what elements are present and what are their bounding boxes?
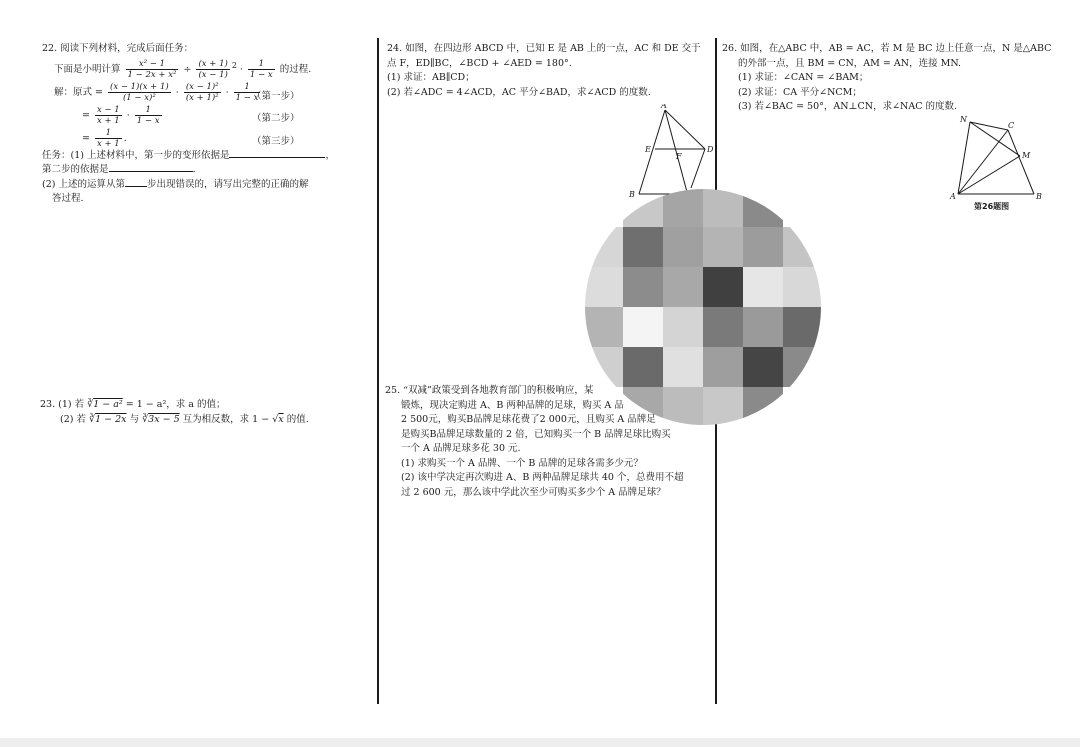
q22-solution-step1: 解：原式 = $\frac{(x - 1)(x + 1)}{\text{(1 − x)²}}$ · $\frac{\text{(x − 1)²}}{\text{(x + 1)²}}$ · $\frac{1}{1 - x}$ （第一步） xyxy=(54,81,300,103)
q22-task1: 任务：(1) 上述材料中，第一步的变形依据是 ， xyxy=(42,149,335,161)
q26-edge-ac xyxy=(958,130,1008,194)
redaction-cell xyxy=(663,187,704,228)
q22-step3-label: （第三步） xyxy=(252,135,300,147)
q25-line-7: (2) 该中学决定再次购进 A、B 两种品牌足球共 40 个，总费用不超 xyxy=(401,472,684,483)
redaction-cell xyxy=(703,347,744,388)
redaction-cell xyxy=(583,227,624,268)
q22-step2-label: （第二步） xyxy=(252,112,300,124)
redaction-cell xyxy=(703,307,744,348)
q26-line-4: (2) 求证：CA 平分∠NCM； xyxy=(738,86,862,98)
q22-s2-frac-a: $\frac{x - 1}{x + 1}$ xyxy=(96,104,120,126)
q24-edge-ab xyxy=(639,110,665,194)
q24-label-e: E xyxy=(645,145,651,154)
q22-blank-2[interactable] xyxy=(109,171,193,172)
redaction-cell xyxy=(743,227,784,268)
q26-label-n: N xyxy=(960,115,967,124)
redaction-cell xyxy=(703,187,744,228)
q26-label-b: B xyxy=(1036,192,1042,201)
q26-line-2: 的外部一点，且 BM = CN，AM = AN，连接 MN. xyxy=(738,57,962,69)
redaction-cell xyxy=(743,307,784,348)
q22-task1b: 第二步的依据是 . xyxy=(42,164,196,176)
q24-line-4: (2) 若∠ADC = 4∠ACD，AC 平分∠BAD，求∠ACD 的度数. xyxy=(387,86,651,98)
redaction-cell xyxy=(623,187,664,228)
redaction-cell xyxy=(783,347,823,388)
question-26 xyxy=(722,42,1051,115)
q25-line-6: (1) 求购买一个 A 品牌、一个 B 品牌的足球各需多少元？ xyxy=(401,457,643,469)
redaction-cell xyxy=(583,347,624,388)
q26-label-m: M xyxy=(1022,151,1031,160)
q24-label-d: D xyxy=(707,145,714,154)
redaction-cell xyxy=(703,267,744,308)
redaction-cell xyxy=(583,307,624,348)
q22-s1-frac-b: $\frac{\text{(x − 1)²}}{\text{(x + 1)²}}$ xyxy=(185,81,219,103)
pixelated-redaction xyxy=(583,187,823,427)
q26-edge-cb xyxy=(1008,130,1034,194)
q23-part2: (2) 若 ∛1 − 2x 与 ∛3x − 5 互为相反数，求 1 − √x 的值. xyxy=(60,413,309,425)
q24-line-2: 点 F，ED∥BC，∠BCD + ∠AED = 180°. xyxy=(387,57,572,69)
redaction-cell xyxy=(623,267,664,308)
q24-edge-ac xyxy=(665,110,687,192)
q22-blank-1[interactable] xyxy=(229,157,325,158)
redaction-cell xyxy=(583,267,624,308)
redaction-cell xyxy=(743,387,784,427)
redaction-cell xyxy=(663,307,704,348)
q22-step1-label: （第一步） xyxy=(252,90,300,102)
q22-s3-frac: $\frac{1}{x + 1}$ xyxy=(96,127,120,149)
redaction-cell xyxy=(743,347,784,388)
q24-label-b: B xyxy=(629,190,635,199)
redaction-cell xyxy=(663,347,704,388)
column-1 xyxy=(42,42,372,442)
q26-line-3: (1) 求证：∠CAN = ∠BAM； xyxy=(738,72,869,83)
page-bottom-strip xyxy=(0,738,1080,747)
redaction-cell xyxy=(623,347,664,388)
question-24 xyxy=(387,42,701,100)
q22-s1-frac-c: $\frac{1}{1 - x}$ xyxy=(235,81,259,103)
q26-figure xyxy=(948,114,1048,204)
q24-edge-dc xyxy=(691,149,705,188)
redaction-cell xyxy=(743,267,784,308)
redaction-cell xyxy=(663,227,704,268)
redaction-cell xyxy=(783,307,823,348)
q22-expression-line: 下面是小明计算 $\frac{\text{x² − 1}}{\text{1 − 2x + x²}}$ ÷ $\frac{(x + 1)}{(x - 1)}$ $^2$ · $\frac{1}{1 - x}$ 的过程. xyxy=(54,58,312,80)
q22-div: ÷ xyxy=(183,63,192,75)
q22-s2-frac-b: $\frac{1}{1 - x}$ xyxy=(136,104,160,126)
q24-line-3: (1) 求证：AB∥CD； xyxy=(387,72,475,83)
q22-fraction-3: $\frac{1}{1 - x}$ xyxy=(249,58,273,80)
redaction-cell xyxy=(783,387,823,427)
q22-s1-frac-a: $\frac{(x - 1)(x + 1)}{\text{(1 − x)²}}$ xyxy=(110,81,169,103)
q24-label-a: A xyxy=(661,104,667,110)
q22-text: 下面是小明计算 xyxy=(54,63,121,75)
q26-line-5: (3) 若∠BAC = 50°，AN⊥CN，求∠NAC 的度数. xyxy=(738,101,958,112)
q25-line-3: 2 500元，购买B品牌足球花费了2 000元，且购买 A 品牌足 xyxy=(401,414,656,425)
redaction-cell xyxy=(743,187,784,228)
q22-intro: 22. 阅读下列材料，完成后面任务： xyxy=(42,43,194,54)
q26-label-c: C xyxy=(1008,121,1015,130)
question-23 xyxy=(40,398,309,427)
redaction-cell xyxy=(663,267,704,308)
question-22 xyxy=(42,42,335,207)
q26-edge-an xyxy=(958,122,970,194)
redaction-cell xyxy=(703,227,744,268)
q24-edge-ad xyxy=(665,110,705,149)
q22-task2: (2) 上述的运算从第 步出现错误的，请写出完整的正确的解 xyxy=(42,178,309,190)
q24-line-1: 24. 如图，在四边形 ABCD 中，已知 E 是 AB 上的一点，AC 和 DE 交于 xyxy=(387,43,701,54)
q26-edge-am xyxy=(958,156,1020,194)
q22-task2c: 答过程. xyxy=(52,193,84,205)
q26-figure-caption: 第26题图 xyxy=(974,202,1010,211)
q25-line-5: 一个 A 品牌足球多花 30 元. xyxy=(401,443,521,454)
q24-label-f: F xyxy=(676,152,682,161)
q22-solution-step3: = $\frac{1}{x + 1}$ . （第三步） xyxy=(82,127,300,149)
q22-fraction-2: $\frac{(x + 1)}{(x - 1)}$ xyxy=(198,58,228,80)
q25-line-2: 锻炼，现决定购进 A、B 两种品牌的足球，购买 A 品 xyxy=(401,399,624,411)
redaction-cell xyxy=(663,387,704,427)
redaction-cell xyxy=(783,267,823,308)
q22-fraction-1: $\frac{\text{x² − 1}}{\text{1 − 2x + x²}}$ xyxy=(127,58,177,80)
redaction-cell xyxy=(623,227,664,268)
redaction-cell xyxy=(783,227,823,268)
redaction-cell xyxy=(623,307,664,348)
q22-text-post: 的过程. xyxy=(279,63,312,75)
redaction-cell xyxy=(583,387,624,427)
q25-line-1: 25. “双减”政策受到各地教育部门的积极响应，某 xyxy=(385,385,594,396)
redaction-cell xyxy=(623,387,664,427)
redaction-cell xyxy=(583,187,624,228)
redaction-cell xyxy=(783,187,823,228)
q23-part1: 23. (1) 若 ∛1 − a² = 1 − a²，求 a 的值； xyxy=(40,399,226,410)
q25-line-4: 是购买B品牌足球数量的 2 倍，已知购买一个 B 品牌足球比购买 xyxy=(401,428,671,440)
q25-line-8: 过 2 600 元，那么该中学此次至少可购买多少个 A 品牌足球？ xyxy=(401,486,666,498)
column-divider-left xyxy=(377,38,379,704)
q22-blank-3[interactable] xyxy=(125,186,147,187)
q26-line-1: 26. 如图，在△ABC 中，AB = AC，若 M 是 BC 边上任意一点，N 是△ABC xyxy=(722,43,1052,54)
q22-solve-label: 解：原式 = xyxy=(54,86,103,98)
q22-solution-step2: = $\frac{x - 1}{x + 1}$ · $\frac{1}{1 - x}$ （第二步） xyxy=(82,104,300,126)
redaction-cell xyxy=(703,387,744,427)
q26-label-a: A xyxy=(950,192,956,201)
